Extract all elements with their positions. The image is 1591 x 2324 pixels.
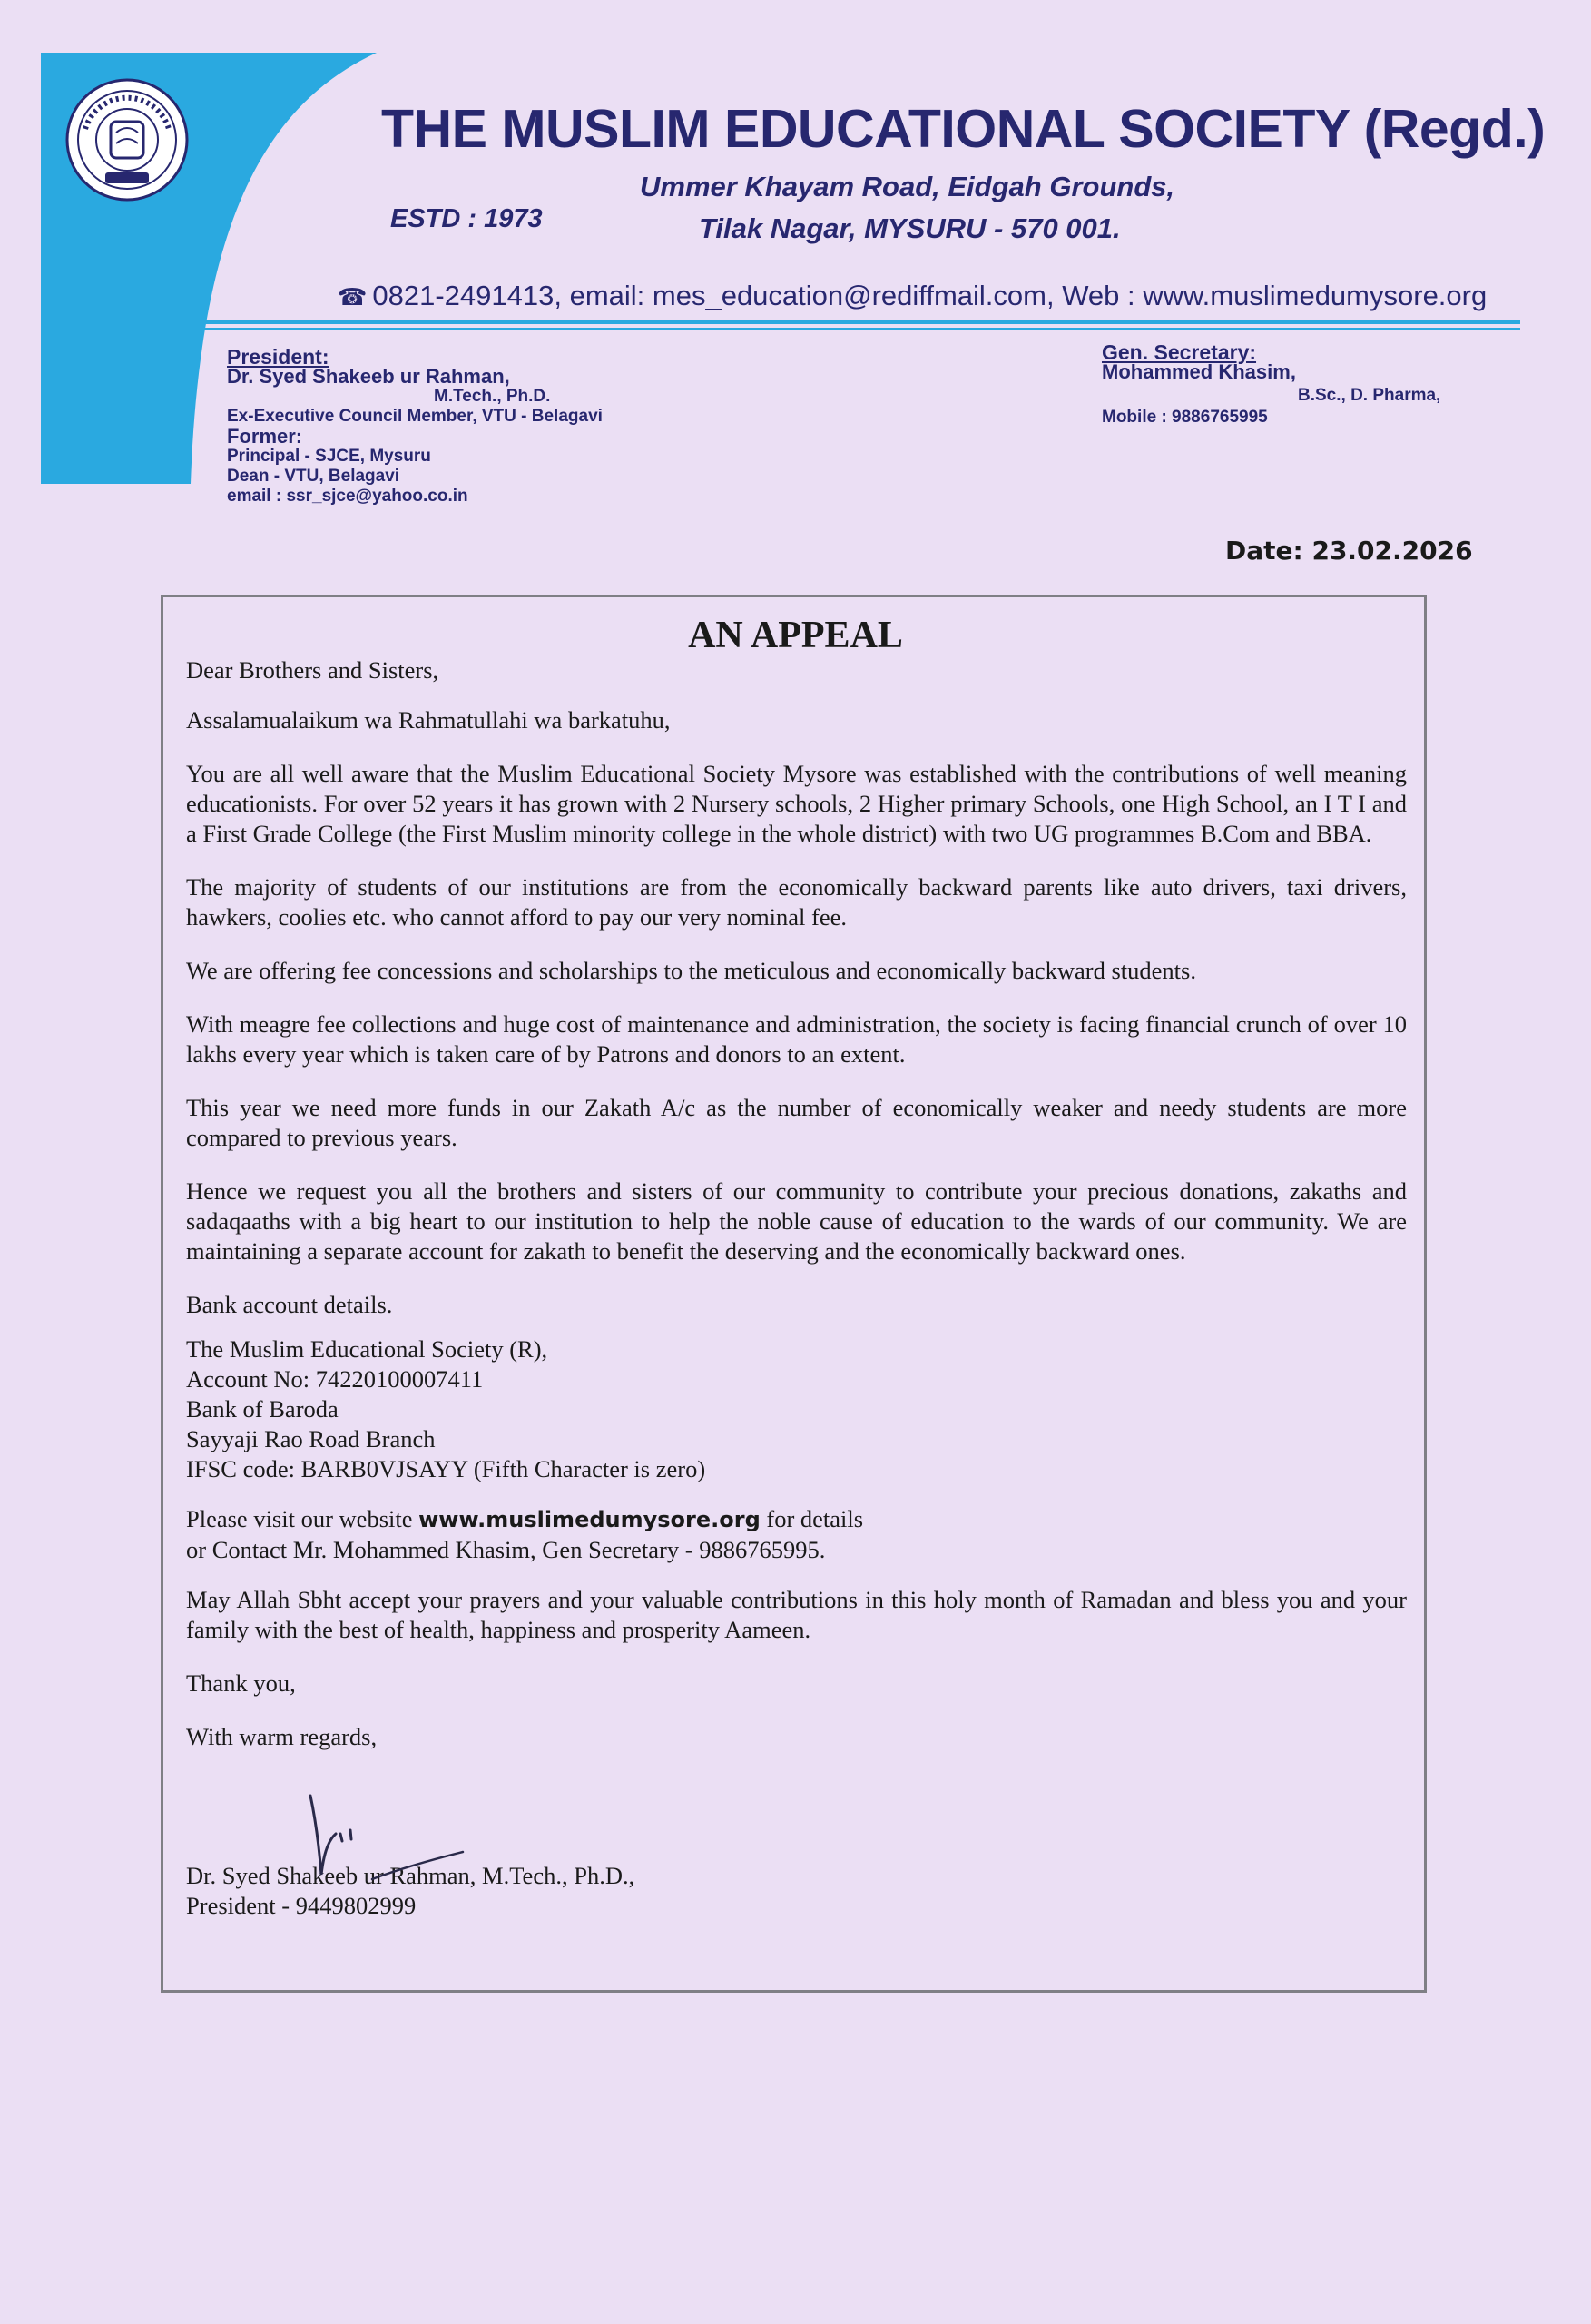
president-name: Dr. Syed Shakeeb ur Rahman, [227,365,510,388]
secretary-degrees: B.Sc., D. Pharma, [1298,386,1441,405]
paragraph-zakath-need: This year we need more funds in our Zakath A/c as the number of economically weaker and needy students are more compared to previous years. [186,1094,1407,1151]
bank-account-number: Account No: 74220100007411 [186,1365,484,1393]
president-title: President: [227,345,329,369]
address-line-1: Ummer Khayam Road, Eidgah Grounds, [640,171,1175,202]
president-former-1: Principal - SJCE, Mysuru [227,447,431,466]
letter-body [186,655,1407,1921]
letter-date: Date: 23.02.2026 [1225,536,1473,566]
secretary-name: Mohammed Khasim, [1102,360,1296,383]
paragraph-history: You are all well aware that the Muslim Educational Society Mysore was established with the contributions of well meaning educationists. For over 52 years it has grown with 2 Nursery schools, 2 Higher primary Schools, one High School, an I T I and a First Grade College (the First Muslim minority college in the whole district) with two UG programmes B.Com and BBA. [186,760,1407,847]
secretary-title: Gen. Secretary: [1102,340,1257,364]
blessing-paragraph: May Allah Sbht accept your prayers and your valuable contributions in this holy month of Ramadan and bless you and your family with the best of health, happiness and prosperity Aameen. [186,1586,1407,1643]
paragraph-concessions: We are offering fee concessions and scholarships to the meticulous and economically backward students. [186,957,1196,984]
thank-you: Thank you, [186,1669,296,1697]
president-role: Ex-Executive Council Member, VTU - Belagavi [227,407,603,426]
paragraph-students: The majority of students of our institutions are from the economically backward parents like auto drivers, taxi drivers, hawkers, coolies etc. who cannot afford to pay our very nominal fee. [186,873,1407,931]
organization-name: THE MUSLIM EDUCATIONAL SOCIETY (Regd.) [381,99,1546,159]
header-divider-thick [191,320,1520,324]
established-year: ESTD : 1973 [390,204,543,233]
bank-ifsc: IFSC code: BARB0VJSAYY (Fifth Character is zero) [186,1455,706,1482]
president-email: email : ssr_sjce@yahoo.co.in [227,487,468,506]
paragraph-request: Hence we request you all the brothers and sisters of our community to contribute your precious donations, zakaths and sadaqaaths with a big heart to our institution to help the noble cause of education to the wards of our community. We are maintaining a separate account for zakath to benefit the deserving and the economically backward ones. [186,1177,1407,1265]
website-suffix: for details [760,1505,864,1532]
bank-name: Bank of Baroda [186,1395,339,1423]
president-former-2: Dean - VTU, Belagavi [227,467,400,486]
signatory-name: Dr. Syed Shakeeb ur Rahman, M.Tech., Ph.D., [186,1862,635,1889]
greeting: Assalamualaikum wa Rahmatullahi wa barkatuhu, [186,706,671,734]
society-logo-emblem [65,78,189,202]
secretary-mobile: Mobile : 9886765995 [1102,408,1268,427]
closing-regards: With warm regards, [186,1723,378,1750]
president-degrees: M.Tech., Ph.D. [434,387,551,406]
telephone-icon: ☎ [338,283,368,310]
website-prefix: Please visit our website [186,1505,419,1532]
secretary-details [1102,342,1440,428]
bank-branch: Sayyaji Rao Road Branch [186,1425,436,1452]
salutation: Dear Brothers and Sisters, [186,656,439,684]
paragraph-finances: With meagre fee collections and huge cost of maintenance and administration, the society is facing financial crunch of over 10 lakhs every year which is taken care of by Patrons and donors to an extent. [186,1010,1407,1068]
header-divider-thin [191,328,1520,330]
website-line [186,1504,1407,1535]
handwritten-signature [290,1788,472,1893]
president-details [227,347,603,507]
contact-secretary-line: or Contact Mr. Mohammed Khasim, Gen Secretary - 9886765995. [186,1536,826,1563]
letter-title: AN APPEAL [688,615,903,656]
contact-line [338,280,1487,312]
address-line-2: Tilak Nagar, MYSURU - 570 001. [699,212,1121,244]
president-former-label: Former: [227,425,303,448]
bank-heading: Bank account details. [186,1291,393,1318]
bank-account-name: The Muslim Educational Society (R), [186,1335,548,1363]
signatory-role: President - 9449802999 [186,1892,417,1919]
website-link[interactable]: www.muslimedumysore.org [418,1507,761,1532]
contact-details: 0821-2491413, email: mes_education@rediffmail.com, Web : www.muslimedumysore.org [372,280,1488,311]
